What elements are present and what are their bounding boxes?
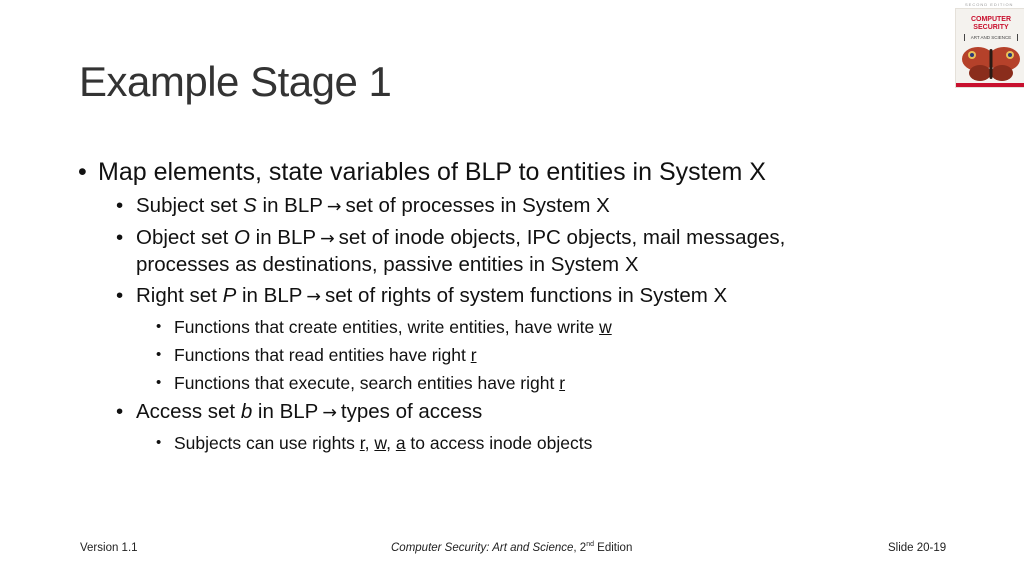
bullet-level3 — [78, 316, 978, 338]
bullet-text: to access inode objects — [405, 433, 593, 453]
bullet-text: in BLP — [249, 226, 317, 249]
bullet-text: in BLP — [236, 284, 303, 307]
bullet-dot: • — [78, 158, 87, 186]
bullet-list — [78, 156, 978, 454]
bullet-text: Object set — [136, 226, 234, 249]
bullet-level2 — [78, 225, 978, 252]
bullet-variable: O — [234, 226, 250, 249]
cover-title-line2: SECURITY — [973, 24, 1009, 31]
bullet-dot: • — [116, 194, 124, 217]
bullet-right: r — [559, 373, 566, 393]
cover-subtitle: ART AND SCIENCE — [964, 34, 1018, 41]
bullet-text: Subject set — [136, 194, 244, 217]
bullet-right: r — [359, 433, 365, 453]
bullet-level3 — [78, 432, 978, 454]
bullet-dot: • — [116, 284, 124, 307]
bullet-dot: • — [116, 400, 124, 423]
bullet-text: in BLP — [256, 194, 323, 217]
bullet-variable: b — [240, 400, 253, 423]
bullet-variable: P — [222, 284, 237, 307]
bullet-text: Functions that create entities, write entities, have write — [174, 317, 600, 337]
bullet-dot: • — [156, 318, 162, 335]
bullet-level2 — [78, 193, 978, 220]
bullet-text: set of processes in System X — [345, 194, 610, 217]
footer-book-title — [391, 542, 632, 554]
bullet-text: , — [364, 433, 375, 453]
butterfly-icon — [956, 43, 1024, 83]
book-cover-body — [955, 8, 1024, 88]
footer-slide-number: Slide 20-19 — [888, 542, 947, 554]
bullet-text: Functions that read entities have right — [174, 345, 471, 365]
bullet-right: a — [395, 433, 406, 453]
bullet-text: , — [386, 433, 396, 453]
bullet-text: processes as destinations, passive entities in System X — [136, 253, 639, 276]
bullet-dot: • — [156, 346, 162, 363]
bullet-level2 — [78, 252, 978, 278]
bullet-right: w — [599, 317, 612, 337]
arrow-icon: → — [306, 287, 321, 307]
bullet-variable: S — [243, 194, 257, 217]
footer-edition-sup: nd — [586, 541, 594, 549]
bullet-level2 — [78, 399, 978, 426]
bullet-dot: • — [156, 434, 162, 451]
bullet-dot: • — [116, 226, 124, 249]
bullet-level2 — [78, 283, 978, 310]
slide-title: Example Stage 1 — [79, 58, 392, 105]
bullet-text: types of access — [340, 400, 483, 423]
arrow-icon: → — [322, 403, 337, 423]
bullet-text: in BLP — [252, 400, 319, 423]
bullet-dot: • — [156, 374, 162, 391]
book-cover — [955, 8, 1024, 88]
footer-edition-word: Edition — [593, 542, 633, 554]
bullet-text: Map elements, state variables of BLP to entities in System X — [98, 158, 766, 186]
cover-title-line1: COMPUTER — [970, 16, 1012, 23]
bullet-text: Right set — [136, 284, 223, 307]
bullet-text: Access set — [136, 400, 241, 423]
bullet-text: set of inode objects, IPC objects, mail messages, — [338, 226, 786, 249]
arrow-icon: → — [326, 197, 342, 217]
footer-edition-sep: , 2 — [573, 542, 587, 554]
bullet-text: Subjects can use rights — [174, 433, 360, 453]
cover-top-text: SECOND EDITION — [965, 2, 1014, 7]
bullet-level1 — [78, 156, 978, 188]
cover-band — [956, 83, 1024, 88]
footer-version: Version 1.1 — [80, 542, 138, 554]
bullet-level3 — [78, 372, 978, 394]
bullet-right: w — [374, 433, 387, 453]
arrow-icon: → — [320, 229, 335, 249]
footer-book-name: Computer Security: Art and Science — [391, 542, 574, 554]
bullet-text: set of rights of system functions in System X — [325, 284, 728, 307]
bullet-right: r — [470, 345, 477, 365]
bullet-text: Functions that execute, search entities have right — [174, 373, 560, 393]
bullet-level3 — [78, 344, 978, 366]
